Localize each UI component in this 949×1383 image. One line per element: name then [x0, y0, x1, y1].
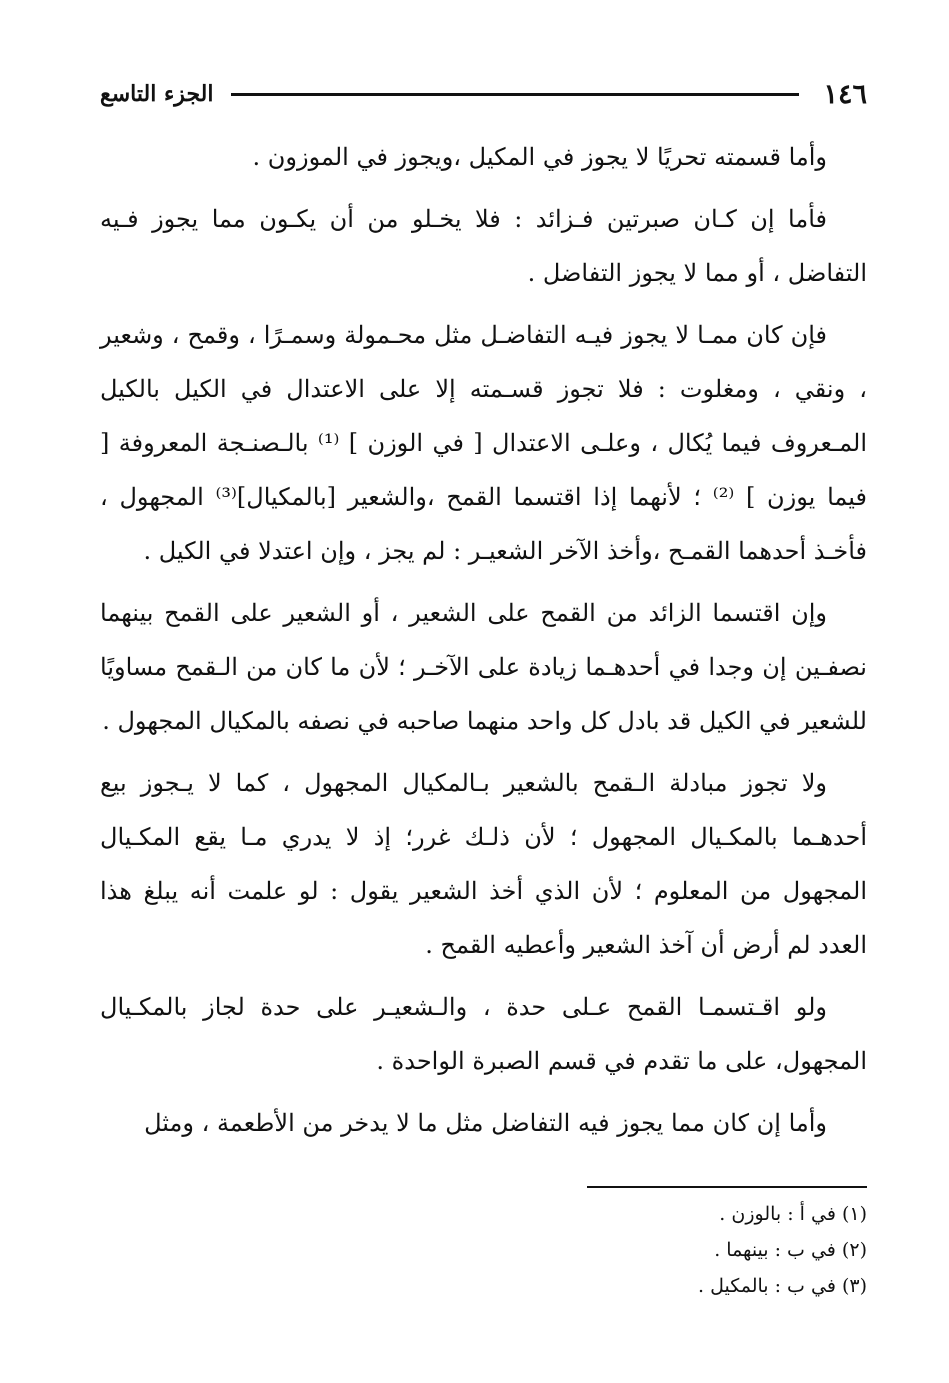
paragraph: فإن كان ممـا لا يجوز فيـه التفاضـل مثل محـمولة وسمـرًا ، وقمح ، وشعير ، ونقي ، ومغلوت : فلا تجوز قسـمته إلا على الاعتدال في الكيل بالكيل المـعروف فيما يُكال ، وعلـى الاعتدال [ في الوزن ] ⁽¹⁾ بالـصنـجة المعروفة [ فيما يوزن ] ⁽²⁾ ؛ لأنهما إذا اقتسما القمح ،والشعير [بالمكيال]⁽³⁾ المجهول ، فأخـذ أحدهما القمـح ،وأخذ الآخر الشعيـر : لم يجز ، وإن اعتدلا في الكيل .	[100, 321, 868, 565]
paragraph: ولا تجوز مبادلة الـقمح بالشعير بـالمكيال المجهول ، كما لا يـجوز بيع أحدهـما بالمكـيال المجهول ؛ لأن ذلـك غرر؛ إذ لا يدري مـا يقع المكـيال المجهول من المعلوم ؛ لأن الذي أخذ الشعير يقول : لو علمت أنه يبلغ هذا العدد لم أرض أن آخذ الشعير وأعطيه القمح .	[100, 769, 868, 959]
header-rule	[231, 93, 799, 96]
footnote: (٣) في ب : بالمكيل .	[698, 1275, 867, 1297]
page-number: ١٤٦	[823, 78, 867, 110]
paragraph: فأما إن كـان صبرتين فـزائد : فلا يخـلو من أن يكـون مما يجوز فـيه التفاضل ، أو مما لا يجوز التفاضل .	[100, 205, 867, 287]
footnote: (١) في أ : بالوزن .	[719, 1203, 867, 1225]
paragraph: ولو اقـتسمـا القمح عـلى حدة ، والـشعيـر على حدة لجاز بالمكـيال المجهول، على ما تقدم في قسم الصبرة الواحدة .	[100, 993, 867, 1075]
running-title: الجزء التاسع	[100, 81, 214, 107]
body-text	[100, 130, 867, 1158]
paragraph: وأما قسمته تحريًا لا يجوز في المكيل ،ويجوز في الموزون .	[252, 143, 827, 171]
footnote: (٢) في ب : بينهما .	[714, 1239, 867, 1261]
paragraph: وإن اقتسما الزائد من القمح على الشعير ، أو الشعير على القمح بينهما نصفـين إن وجدا في أحدهـما زيادة على الآخـر ؛ لأن ما كان من الـقمح مساويًا للشعير في الكيل قد بادل كل واحد منهما صاحبه في نصفه بالمكيال المجهول .	[100, 599, 867, 735]
footnotes	[100, 1196, 867, 1304]
page-header	[100, 74, 867, 114]
paragraph: وأما إن كان مما يجوز فيه التفاضل مثل ما لا يدخر من الأطعمة ، ومثل	[144, 1109, 827, 1137]
footnote-separator	[587, 1186, 867, 1188]
